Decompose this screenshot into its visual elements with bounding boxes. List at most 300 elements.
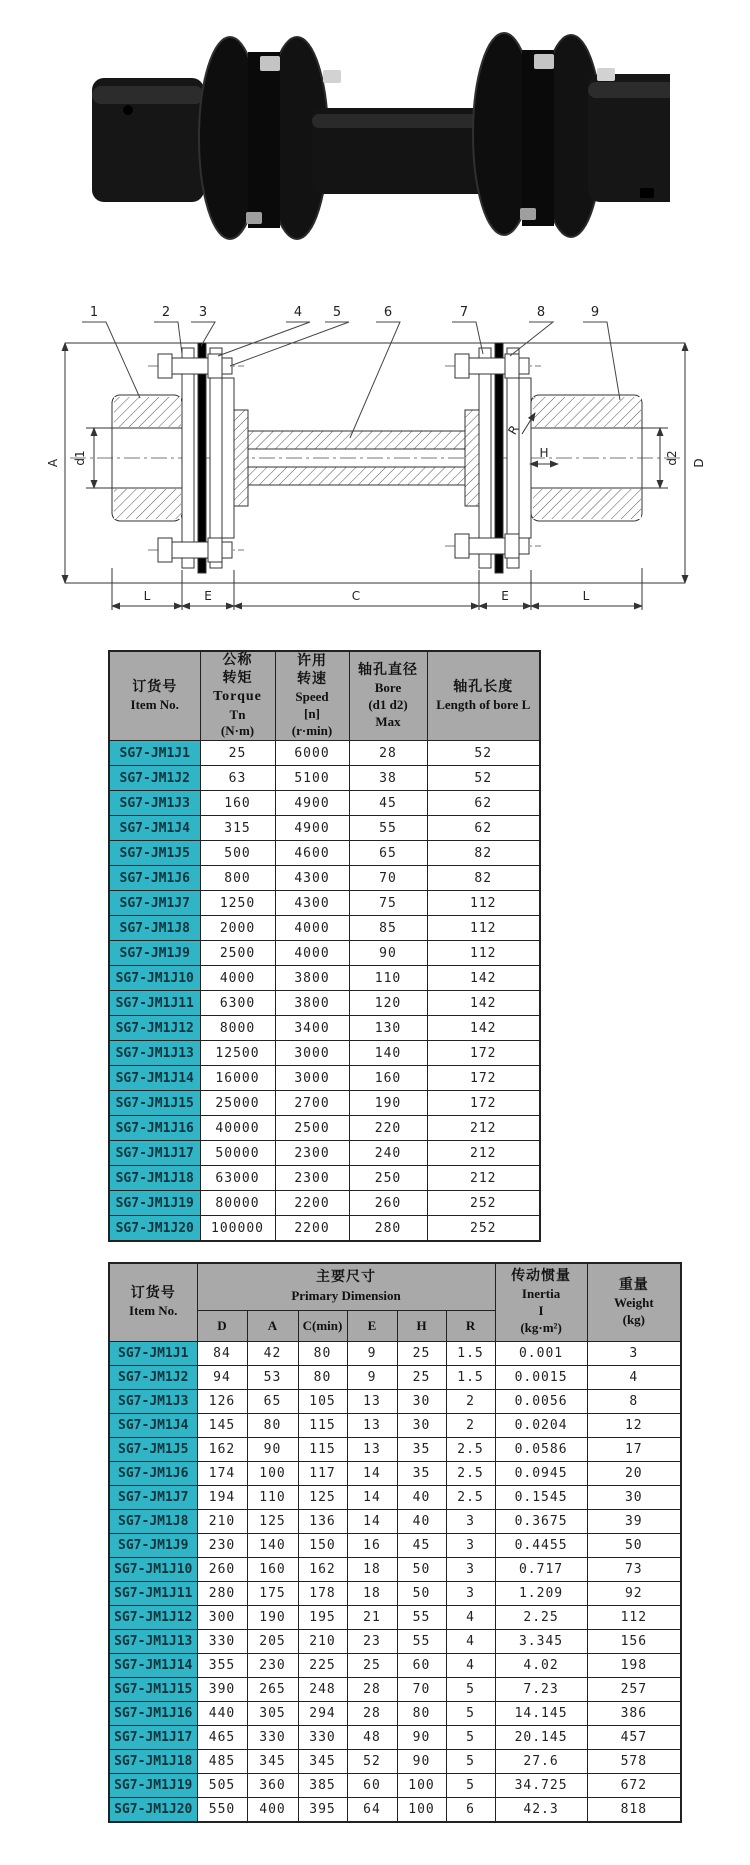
torque-cell: 12500 xyxy=(200,1041,275,1066)
table-row xyxy=(109,1726,681,1750)
item-no-cell: SG7-JM1J16 xyxy=(109,1702,197,1726)
H-cell: 50 xyxy=(397,1558,446,1582)
inertia-cell: 2.25 xyxy=(495,1606,587,1630)
E-cell: 14 xyxy=(347,1486,397,1510)
A-cell: 125 xyxy=(247,1510,298,1534)
table-row xyxy=(109,1091,540,1116)
length-cell: 172 xyxy=(427,1091,540,1116)
weight-cell: 8 xyxy=(587,1390,681,1414)
bore-cell: 75 xyxy=(349,891,427,916)
item-no-cell: SG7-JM1J9 xyxy=(109,1534,197,1558)
col-header-R: R xyxy=(446,1311,495,1342)
item-no-cell: SG7-JM1J20 xyxy=(109,1798,197,1823)
bore-cell: 260 xyxy=(349,1191,427,1216)
table-row xyxy=(109,1702,681,1726)
table-row xyxy=(109,1166,540,1191)
dim-label-E-right: E xyxy=(501,589,509,603)
A-cell: 360 xyxy=(247,1774,298,1798)
item-no-cell: SG7-JM1J2 xyxy=(109,1366,197,1390)
H-cell: 35 xyxy=(397,1438,446,1462)
D-cell: 84 xyxy=(197,1342,247,1366)
inertia-cell: 34.725 xyxy=(495,1774,587,1798)
item-no-cell: SG7-JM1J3 xyxy=(109,1390,197,1414)
H-cell: 35 xyxy=(397,1462,446,1486)
hex-nut xyxy=(246,212,262,224)
dim-label-L-left: L xyxy=(143,589,151,603)
inertia-cell: 0.3675 xyxy=(495,1510,587,1534)
C-cell: 195 xyxy=(298,1606,347,1630)
R-cell: 2.5 xyxy=(446,1438,495,1462)
item-no-cell: SG7-JM1J19 xyxy=(109,1191,200,1216)
C-cell: 294 xyxy=(298,1702,347,1726)
table-row xyxy=(109,1366,681,1390)
length-cell: 252 xyxy=(427,1191,540,1216)
table-row xyxy=(109,1750,681,1774)
col-header-A: A xyxy=(247,1311,298,1342)
weight-cell: 17 xyxy=(587,1438,681,1462)
length-cell: 112 xyxy=(427,891,540,916)
length-cell: 212 xyxy=(427,1141,540,1166)
D-cell: 550 xyxy=(197,1798,247,1823)
D-cell: 390 xyxy=(197,1678,247,1702)
E-cell: 52 xyxy=(347,1750,397,1774)
item-no-cell: SG7-JM1J20 xyxy=(109,1216,200,1242)
item-no-cell: SG7-JM1J7 xyxy=(109,1486,197,1510)
hex-nut xyxy=(534,54,554,69)
item-no-cell: SG7-JM1J7 xyxy=(109,891,200,916)
E-cell: 9 xyxy=(347,1366,397,1390)
D-cell: 440 xyxy=(197,1702,247,1726)
speed-cell: 4600 xyxy=(275,841,349,866)
table-row xyxy=(109,1462,681,1486)
table-row xyxy=(109,1390,681,1414)
inertia-cell: 0.0586 xyxy=(495,1438,587,1462)
col-header-weight: 重量 Weight (kg) xyxy=(587,1263,681,1342)
callout-6: 6 xyxy=(383,305,393,320)
R-cell: 3 xyxy=(446,1510,495,1534)
length-cell: 172 xyxy=(427,1066,540,1091)
length-cell: 62 xyxy=(427,791,540,816)
weight-cell: 198 xyxy=(587,1654,681,1678)
speed-cell: 4300 xyxy=(275,866,349,891)
col-header-bore: 轴孔直径 Bore (d1 d2) Max xyxy=(349,651,427,741)
table-row xyxy=(109,991,540,1016)
item-no-cell: SG7-JM1J6 xyxy=(109,1462,197,1486)
table-row xyxy=(109,1678,681,1702)
table1-header-row xyxy=(109,651,540,741)
col-header-C-min: C(min) xyxy=(298,1311,347,1342)
item-no-cell: SG7-JM1J10 xyxy=(109,966,200,991)
col-header-item-no: 订货号 Item No. xyxy=(109,651,200,741)
weight-cell: 20 xyxy=(587,1462,681,1486)
inertia-cell: 3.345 xyxy=(495,1630,587,1654)
bore-cell: 110 xyxy=(349,966,427,991)
speed-cell: 2200 xyxy=(275,1216,349,1242)
table-row xyxy=(109,1606,681,1630)
length-cell: 112 xyxy=(427,916,540,941)
R-cell: 3 xyxy=(446,1558,495,1582)
bore-cell: 140 xyxy=(349,1041,427,1066)
weight-cell: 92 xyxy=(587,1582,681,1606)
dimension-table xyxy=(108,1262,682,1823)
A-cell: 110 xyxy=(247,1486,298,1510)
weight-cell: 672 xyxy=(587,1774,681,1798)
E-cell: 13 xyxy=(347,1438,397,1462)
table-row xyxy=(109,1141,540,1166)
R-cell: 3 xyxy=(446,1582,495,1606)
D-cell: 280 xyxy=(197,1582,247,1606)
callout-7: 7 xyxy=(459,305,469,320)
H-cell: 40 xyxy=(397,1510,446,1534)
speed-cell: 3400 xyxy=(275,1016,349,1041)
torque-cell: 50000 xyxy=(200,1141,275,1166)
hex-nut xyxy=(520,208,536,220)
item-no-cell: SG7-JM1J19 xyxy=(109,1774,197,1798)
dim-label-d2: d2 xyxy=(665,450,679,466)
torque-cell: 2500 xyxy=(200,941,275,966)
item-no-cell: SG7-JM1J15 xyxy=(109,1091,200,1116)
A-cell: 305 xyxy=(247,1702,298,1726)
bore-cell: 190 xyxy=(349,1091,427,1116)
speed-cell: 3000 xyxy=(275,1066,349,1091)
table-row xyxy=(109,1066,540,1091)
A-cell: 345 xyxy=(247,1750,298,1774)
table-row xyxy=(109,1798,681,1823)
R-cell: 2.5 xyxy=(446,1462,495,1486)
D-cell: 174 xyxy=(197,1462,247,1486)
item-no-cell: SG7-JM1J17 xyxy=(109,1726,197,1750)
R-cell: 4 xyxy=(446,1630,495,1654)
H-cell: 90 xyxy=(397,1726,446,1750)
bore-cell: 250 xyxy=(349,1166,427,1191)
C-cell: 80 xyxy=(298,1366,347,1390)
speed-cell: 3800 xyxy=(275,991,349,1016)
D-cell: 485 xyxy=(197,1750,247,1774)
dim-label-H: H xyxy=(539,446,549,460)
torque-cell: 1250 xyxy=(200,891,275,916)
item-no-cell: SG7-JM1J1 xyxy=(109,1342,197,1366)
R-cell: 4 xyxy=(446,1654,495,1678)
table-row xyxy=(109,766,540,791)
E-cell: 60 xyxy=(347,1774,397,1798)
table-row xyxy=(109,1342,681,1366)
E-cell: 14 xyxy=(347,1462,397,1486)
D-cell: 230 xyxy=(197,1534,247,1558)
table-row xyxy=(109,741,540,766)
col-header-torque: 公称 转矩Torque Tn (N·m) xyxy=(200,651,275,741)
inertia-cell: 4.02 xyxy=(495,1654,587,1678)
H-cell: 100 xyxy=(397,1774,446,1798)
bore-cell: 38 xyxy=(349,766,427,791)
item-no-cell: SG7-JM1J18 xyxy=(109,1750,197,1774)
R-cell: 6 xyxy=(446,1798,495,1823)
table-row xyxy=(109,1774,681,1798)
col-header-primary-dimension: 主要尺寸 Primary Dimension xyxy=(197,1263,495,1311)
torque-cell: 63000 xyxy=(200,1166,275,1191)
R-cell: 2.5 xyxy=(446,1486,495,1510)
table-row xyxy=(109,966,540,991)
torque-cell: 8000 xyxy=(200,1016,275,1041)
R-cell: 5 xyxy=(446,1774,495,1798)
bore-cell: 90 xyxy=(349,941,427,966)
speed-cell: 2200 xyxy=(275,1191,349,1216)
speed-cell: 4000 xyxy=(275,941,349,966)
bore-cell: 220 xyxy=(349,1116,427,1141)
torque-cell: 80000 xyxy=(200,1191,275,1216)
length-cell: 212 xyxy=(427,1116,540,1141)
D-cell: 194 xyxy=(197,1486,247,1510)
C-cell: 210 xyxy=(298,1630,347,1654)
spacer-wall-top xyxy=(248,431,465,449)
speed-cell: 6000 xyxy=(275,741,349,766)
length-cell: 52 xyxy=(427,741,540,766)
callout-5: 5 xyxy=(332,305,342,320)
table-row xyxy=(109,891,540,916)
item-no-cell: SG7-JM1J6 xyxy=(109,866,200,891)
dim-label-D: D xyxy=(692,458,706,468)
E-cell: 9 xyxy=(347,1342,397,1366)
A-cell: 160 xyxy=(247,1558,298,1582)
item-no-cell: SG7-JM1J1 xyxy=(109,741,200,766)
item-no-cell: SG7-JM1J8 xyxy=(109,1510,197,1534)
C-cell: 385 xyxy=(298,1774,347,1798)
R-cell: 5 xyxy=(446,1726,495,1750)
speed-cell: 3000 xyxy=(275,1041,349,1066)
C-cell: 115 xyxy=(298,1414,347,1438)
weight-cell: 39 xyxy=(587,1510,681,1534)
item-no-cell: SG7-JM1J11 xyxy=(109,1582,197,1606)
item-no-cell: SG7-JM1J2 xyxy=(109,766,200,791)
item-no-cell: SG7-JM1J13 xyxy=(109,1630,197,1654)
table-row xyxy=(109,916,540,941)
item-no-cell: SG7-JM1J15 xyxy=(109,1678,197,1702)
torque-cell: 63 xyxy=(200,766,275,791)
callout-8: 8 xyxy=(536,305,546,320)
callout-4: 4 xyxy=(293,305,303,320)
C-cell: 80 xyxy=(298,1342,347,1366)
H-cell: 25 xyxy=(397,1342,446,1366)
weight-cell: 12 xyxy=(587,1414,681,1438)
inertia-cell: 1.209 xyxy=(495,1582,587,1606)
weight-cell: 3 xyxy=(587,1342,681,1366)
callout-3: 3 xyxy=(198,305,208,320)
torque-cell: 40000 xyxy=(200,1116,275,1141)
item-no-cell: SG7-JM1J5 xyxy=(109,1438,197,1462)
E-cell: 18 xyxy=(347,1582,397,1606)
inertia-cell: 42.3 xyxy=(495,1798,587,1823)
length-cell: 62 xyxy=(427,816,540,841)
E-cell: 16 xyxy=(347,1534,397,1558)
torque-cell: 315 xyxy=(200,816,275,841)
table-row xyxy=(109,1630,681,1654)
R-cell: 4 xyxy=(446,1606,495,1630)
table-row xyxy=(109,1414,681,1438)
speed-cell: 2300 xyxy=(275,1166,349,1191)
A-cell: 100 xyxy=(247,1462,298,1486)
col-header-D: D xyxy=(197,1311,247,1342)
col-header-speed: 许用 转速 Speed [n] (r·min) xyxy=(275,651,349,741)
table-row xyxy=(109,816,540,841)
table-row xyxy=(109,1654,681,1678)
bore-cell: 120 xyxy=(349,991,427,1016)
item-no-cell: SG7-JM1J12 xyxy=(109,1016,200,1041)
bore-cell: 45 xyxy=(349,791,427,816)
callout-9: 9 xyxy=(590,305,600,320)
table-row xyxy=(109,1041,540,1066)
length-cell: 172 xyxy=(427,1041,540,1066)
table-row xyxy=(109,866,540,891)
weight-cell: 30 xyxy=(587,1486,681,1510)
bore-cell: 280 xyxy=(349,1216,427,1242)
C-cell: 117 xyxy=(298,1462,347,1486)
item-no-cell: SG7-JM1J10 xyxy=(109,1558,197,1582)
inertia-cell: 7.23 xyxy=(495,1678,587,1702)
item-no-cell: SG7-JM1J5 xyxy=(109,841,200,866)
H-cell: 70 xyxy=(397,1678,446,1702)
dim-label-R: R xyxy=(505,422,522,438)
inertia-cell: 20.145 xyxy=(495,1726,587,1750)
spacer-flange-right xyxy=(465,410,479,506)
inertia-cell: 14.145 xyxy=(495,1702,587,1726)
weight-cell: 257 xyxy=(587,1678,681,1702)
bore-cell: 240 xyxy=(349,1141,427,1166)
A-cell: 230 xyxy=(247,1654,298,1678)
H-cell: 90 xyxy=(397,1750,446,1774)
bore-cell: 28 xyxy=(349,741,427,766)
bore-cell: 65 xyxy=(349,841,427,866)
weight-cell: 457 xyxy=(587,1726,681,1750)
table-row xyxy=(109,1534,681,1558)
hex-nut xyxy=(260,56,280,71)
inertia-cell: 27.6 xyxy=(495,1750,587,1774)
right-disc-pack xyxy=(522,50,554,226)
H-cell: 80 xyxy=(397,1702,446,1726)
inertia-cell: 0.001 xyxy=(495,1342,587,1366)
E-cell: 28 xyxy=(347,1702,397,1726)
col-header-inertia: 传动惯量 Inertia I (kg·m²) xyxy=(495,1263,587,1342)
A-cell: 140 xyxy=(247,1534,298,1558)
length-cell: 82 xyxy=(427,841,540,866)
item-no-cell: SG7-JM1J18 xyxy=(109,1166,200,1191)
C-cell: 162 xyxy=(298,1558,347,1582)
speed-cell: 4300 xyxy=(275,891,349,916)
table-row xyxy=(109,1486,681,1510)
A-cell: 42 xyxy=(247,1342,298,1366)
item-no-cell: SG7-JM1J4 xyxy=(109,1414,197,1438)
E-cell: 28 xyxy=(347,1678,397,1702)
H-cell: 30 xyxy=(397,1414,446,1438)
table-row xyxy=(109,1582,681,1606)
inertia-cell: 0.0204 xyxy=(495,1414,587,1438)
length-cell: 112 xyxy=(427,941,540,966)
speed-cell: 2300 xyxy=(275,1141,349,1166)
D-cell: 355 xyxy=(197,1654,247,1678)
table-row xyxy=(109,941,540,966)
item-no-cell: SG7-JM1J13 xyxy=(109,1041,200,1066)
speed-cell: 4900 xyxy=(275,816,349,841)
A-cell: 205 xyxy=(247,1630,298,1654)
table2-header-row xyxy=(109,1263,681,1311)
weight-cell: 50 xyxy=(587,1534,681,1558)
torque-cell: 25000 xyxy=(200,1091,275,1116)
E-cell: 21 xyxy=(347,1606,397,1630)
E-cell: 13 xyxy=(347,1414,397,1438)
weight-cell: 73 xyxy=(587,1558,681,1582)
table-row xyxy=(109,1558,681,1582)
C-cell: 330 xyxy=(298,1726,347,1750)
inertia-cell: 0.4455 xyxy=(495,1534,587,1558)
torque-cell: 25 xyxy=(200,741,275,766)
C-cell: 248 xyxy=(298,1678,347,1702)
D-cell: 465 xyxy=(197,1726,247,1750)
R-cell: 5 xyxy=(446,1702,495,1726)
spacer-wall-bottom xyxy=(248,467,465,485)
inertia-cell: 0.0015 xyxy=(495,1366,587,1390)
C-cell: 345 xyxy=(298,1750,347,1774)
H-cell: 30 xyxy=(397,1390,446,1414)
D-cell: 145 xyxy=(197,1414,247,1438)
left-disc-pack xyxy=(248,52,280,228)
product-photo xyxy=(80,12,670,262)
H-cell: 55 xyxy=(397,1606,446,1630)
C-cell: 395 xyxy=(298,1798,347,1823)
A-cell: 65 xyxy=(247,1390,298,1414)
torque-cell: 160 xyxy=(200,791,275,816)
item-no-cell: SG7-JM1J16 xyxy=(109,1116,200,1141)
weight-cell: 818 xyxy=(587,1798,681,1823)
inertia-cell: 0.1545 xyxy=(495,1486,587,1510)
E-cell: 48 xyxy=(347,1726,397,1750)
length-cell: 142 xyxy=(427,966,540,991)
A-cell: 265 xyxy=(247,1678,298,1702)
speed-cell: 4000 xyxy=(275,916,349,941)
H-cell: 25 xyxy=(397,1366,446,1390)
length-cell: 142 xyxy=(427,1016,540,1041)
left-disc-pack-section xyxy=(182,348,194,568)
C-cell: 105 xyxy=(298,1390,347,1414)
dim-label-L-right: L xyxy=(582,589,590,603)
col-header-E: E xyxy=(347,1311,397,1342)
torque-speed-table xyxy=(108,650,541,1242)
R-cell: 2 xyxy=(446,1414,495,1438)
H-cell: 45 xyxy=(397,1534,446,1558)
D-cell: 300 xyxy=(197,1606,247,1630)
right-disc-pack-section xyxy=(479,348,491,568)
length-cell: 142 xyxy=(427,991,540,1016)
E-cell: 64 xyxy=(347,1798,397,1823)
callout-2: 2 xyxy=(161,305,171,320)
speed-cell: 2700 xyxy=(275,1091,349,1116)
weight-cell: 156 xyxy=(587,1630,681,1654)
speed-cell: 3800 xyxy=(275,966,349,991)
C-cell: 136 xyxy=(298,1510,347,1534)
D-cell: 210 xyxy=(197,1510,247,1534)
torque-cell: 2000 xyxy=(200,916,275,941)
col-header-H: H xyxy=(397,1311,446,1342)
A-cell: 330 xyxy=(247,1726,298,1750)
item-no-cell: SG7-JM1J11 xyxy=(109,991,200,1016)
C-cell: 150 xyxy=(298,1534,347,1558)
D-cell: 330 xyxy=(197,1630,247,1654)
A-cell: 175 xyxy=(247,1582,298,1606)
speed-cell: 4900 xyxy=(275,791,349,816)
E-cell: 18 xyxy=(347,1558,397,1582)
length-cell: 212 xyxy=(427,1166,540,1191)
bore-cell: 160 xyxy=(349,1066,427,1091)
dimension-diagram xyxy=(30,298,720,620)
dim-label-E-left: E xyxy=(204,589,212,603)
weight-cell: 4 xyxy=(587,1366,681,1390)
